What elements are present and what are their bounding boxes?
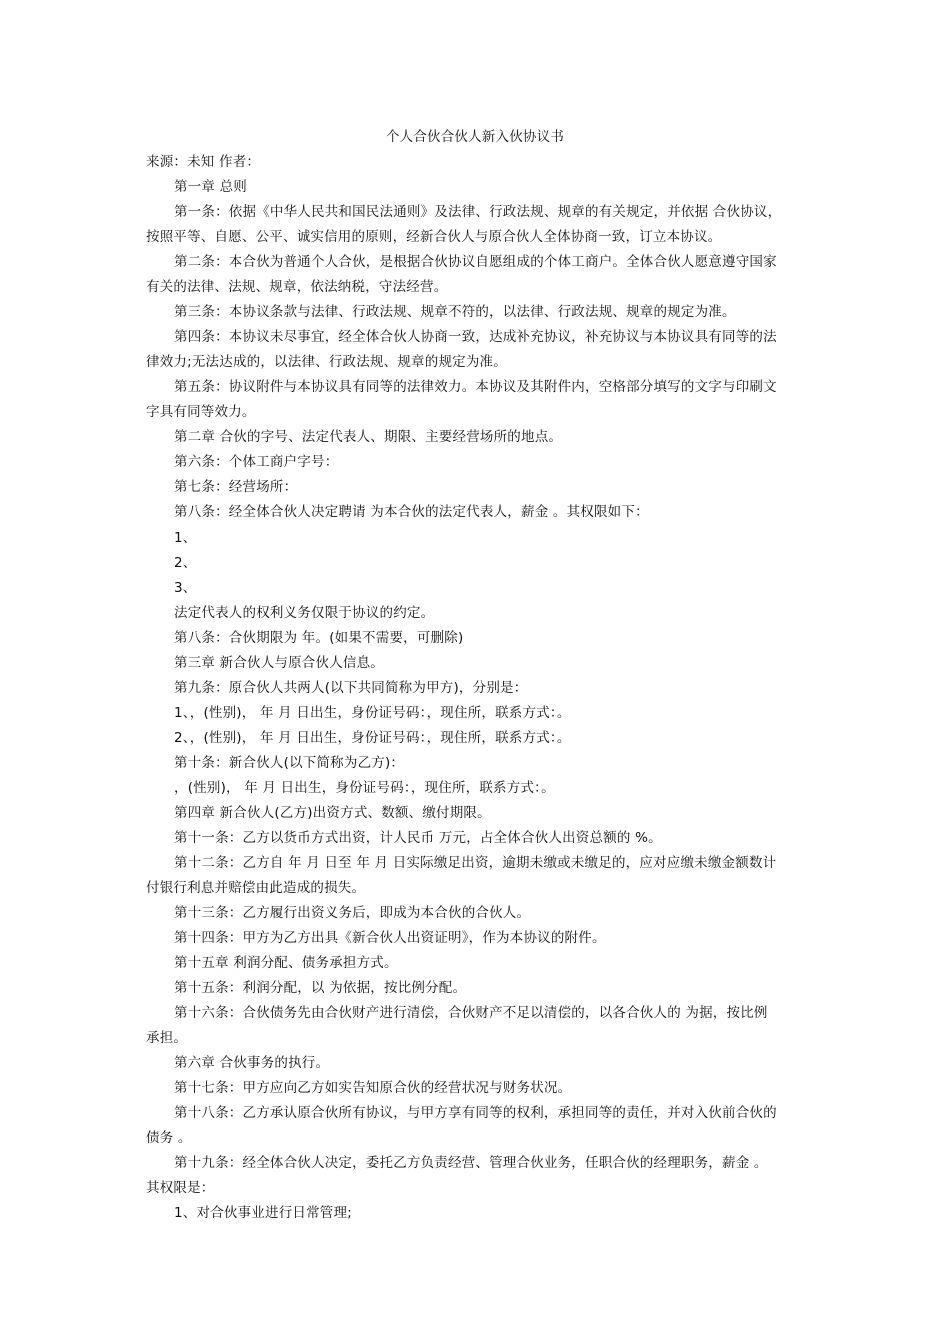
- paragraph-line: 2、: [174, 555, 197, 571]
- paragraph-line: 第十一条：乙方以货币方式出资，计人民币 万元，占全体合伙人出资总额的 %。: [174, 830, 662, 846]
- paragraph-line: 第十九条：经全体合伙人决定，委托乙方负责经营、管理合伙业务，任职合伙的经理职务，薪金 。: [174, 1155, 768, 1171]
- paragraph-line: 第十五章 利润分配、债务承担方式。: [174, 955, 398, 971]
- paragraph-line: 第八条：经全体合伙人决定聘请 为本合伙的法定代表人，薪金 。其权限如下：: [174, 504, 649, 520]
- paragraph-line: 第十二条：乙方自 年 月 日至 年 月 日实际缴足出资，逾期未缴或未缴足的，应对应缴未缴金额数计: [174, 855, 777, 871]
- paragraph-line: 律效力;无法达成的，以法律、行政法规、规章的规定为准。: [146, 354, 507, 370]
- paragraph-line: 付银行利息并赔偿由此造成的损失。: [146, 880, 366, 896]
- paragraph-line: 第一章 总则: [174, 179, 247, 195]
- paragraph-line: 第十五条：利润分配，以 为依据，按比例分配。: [174, 980, 467, 996]
- paragraph-line: 1、，(性别)， 年 月 日出生，身份证号码：，现住所，联系方式：。: [174, 705, 571, 721]
- paragraph-line: 第四章 新合伙人(乙方)出资方式、数额、缴付期限。: [174, 805, 491, 821]
- paragraph-line: 字具有同等效力。: [146, 404, 256, 420]
- paragraph-line: 第四条：本协议未尽事宜，经全体合伙人协商一致，达成补充协议，补充协议与本协议具有同等的法: [174, 329, 777, 345]
- paragraph-line: 其权限是：: [146, 1180, 215, 1196]
- paragraph-line: 1、对合伙事业进行日常管理;: [174, 1205, 352, 1221]
- paragraph-line: 债务 。: [146, 1130, 192, 1146]
- paragraph-line: 来源：未知 作者：: [146, 154, 261, 170]
- paragraph-line: 第五条：协议附件与本协议具有同等的法律效力。本协议及其附件内，空格部分填写的文字与印刷文: [174, 379, 777, 395]
- paragraph-line: 承担。: [146, 1030, 188, 1046]
- paragraph-line: 法定代表人的权利义务仅限于协议的约定。: [174, 605, 435, 621]
- paragraph-line: 第七条：经营场所：: [174, 479, 298, 495]
- document-title: 个人合伙合伙人新入伙协议书: [385, 129, 565, 145]
- paragraph-line: 第一条：依据《中华人民共和国民法通则》及法律、行政法规、规章的有关规定，并依据 合伙协议，: [174, 204, 782, 220]
- paragraph-line: 2、，(性别)， 年 月 日出生，身份证号码：，现住所，联系方式：。: [174, 730, 571, 746]
- paragraph-line: 第十三条：乙方履行出资义务后，即成为本合伙的合伙人。: [174, 905, 531, 921]
- paragraph-line: 第十条：新合伙人(以下简称为乙方)：: [174, 755, 405, 771]
- paragraph-line: 第三条：本协议条款与法律、行政法规、规章不符的，以法律、行政法规、规章的规定为准。: [174, 304, 736, 320]
- paragraph-line: 3、: [174, 580, 197, 596]
- paragraph-line: 第六章 合伙事务的执行。: [174, 1055, 330, 1071]
- paragraph-line: 第二条：本合伙为普通个人合伙，是根据合伙协议自愿组成的个体工商户。全体合伙人愿意遵守国家: [174, 254, 777, 270]
- paragraph-line: 第六条：个体工商户字号：: [174, 454, 339, 470]
- paragraph-line: 按照平等、自愿、公平、诚实信用的原则，经新合伙人与原合伙人全体协商一致，订立本协议。: [146, 229, 722, 245]
- paragraph-line: 第八条：合伙期限为 年。(如果不需要，可删除): [174, 630, 464, 646]
- paragraph-line: 第十八条：乙方承认原合伙所有协议，与甲方享有同等的权利，承担同等的责任，并对入伙前合伙的: [174, 1105, 777, 1121]
- paragraph-line: 第九条：原合伙人共两人(以下共同简称为甲方)，分别是：: [174, 680, 528, 696]
- paragraph-line: 第十六条：合伙债务先由合伙财产进行清偿，合伙财产不足以清偿的，以各合伙人的 为据，按比例: [174, 1005, 768, 1021]
- paragraph-line: 1、: [174, 530, 197, 546]
- paragraph-line: ，(性别)， 年 月 日出生，身份证号码：，现住所，联系方式：。: [174, 780, 555, 796]
- paragraph-line: 第三章 新合伙人与原合伙人信息。: [174, 655, 384, 671]
- paragraph-line: 第十四条：甲方为乙方出具《新合伙人出资证明》，作为本协议的附件。: [174, 930, 606, 946]
- paragraph-line: 第十七条：甲方应向乙方如实告知原合伙的经营状况与财务状况。: [174, 1080, 572, 1096]
- paragraph-line: 有关的法律、法规、规章，依法纳税，守法经营。: [146, 279, 448, 295]
- paragraph-line: 第二章 合伙的字号、法定代表人、期限、主要经营场所的地点。: [174, 429, 563, 445]
